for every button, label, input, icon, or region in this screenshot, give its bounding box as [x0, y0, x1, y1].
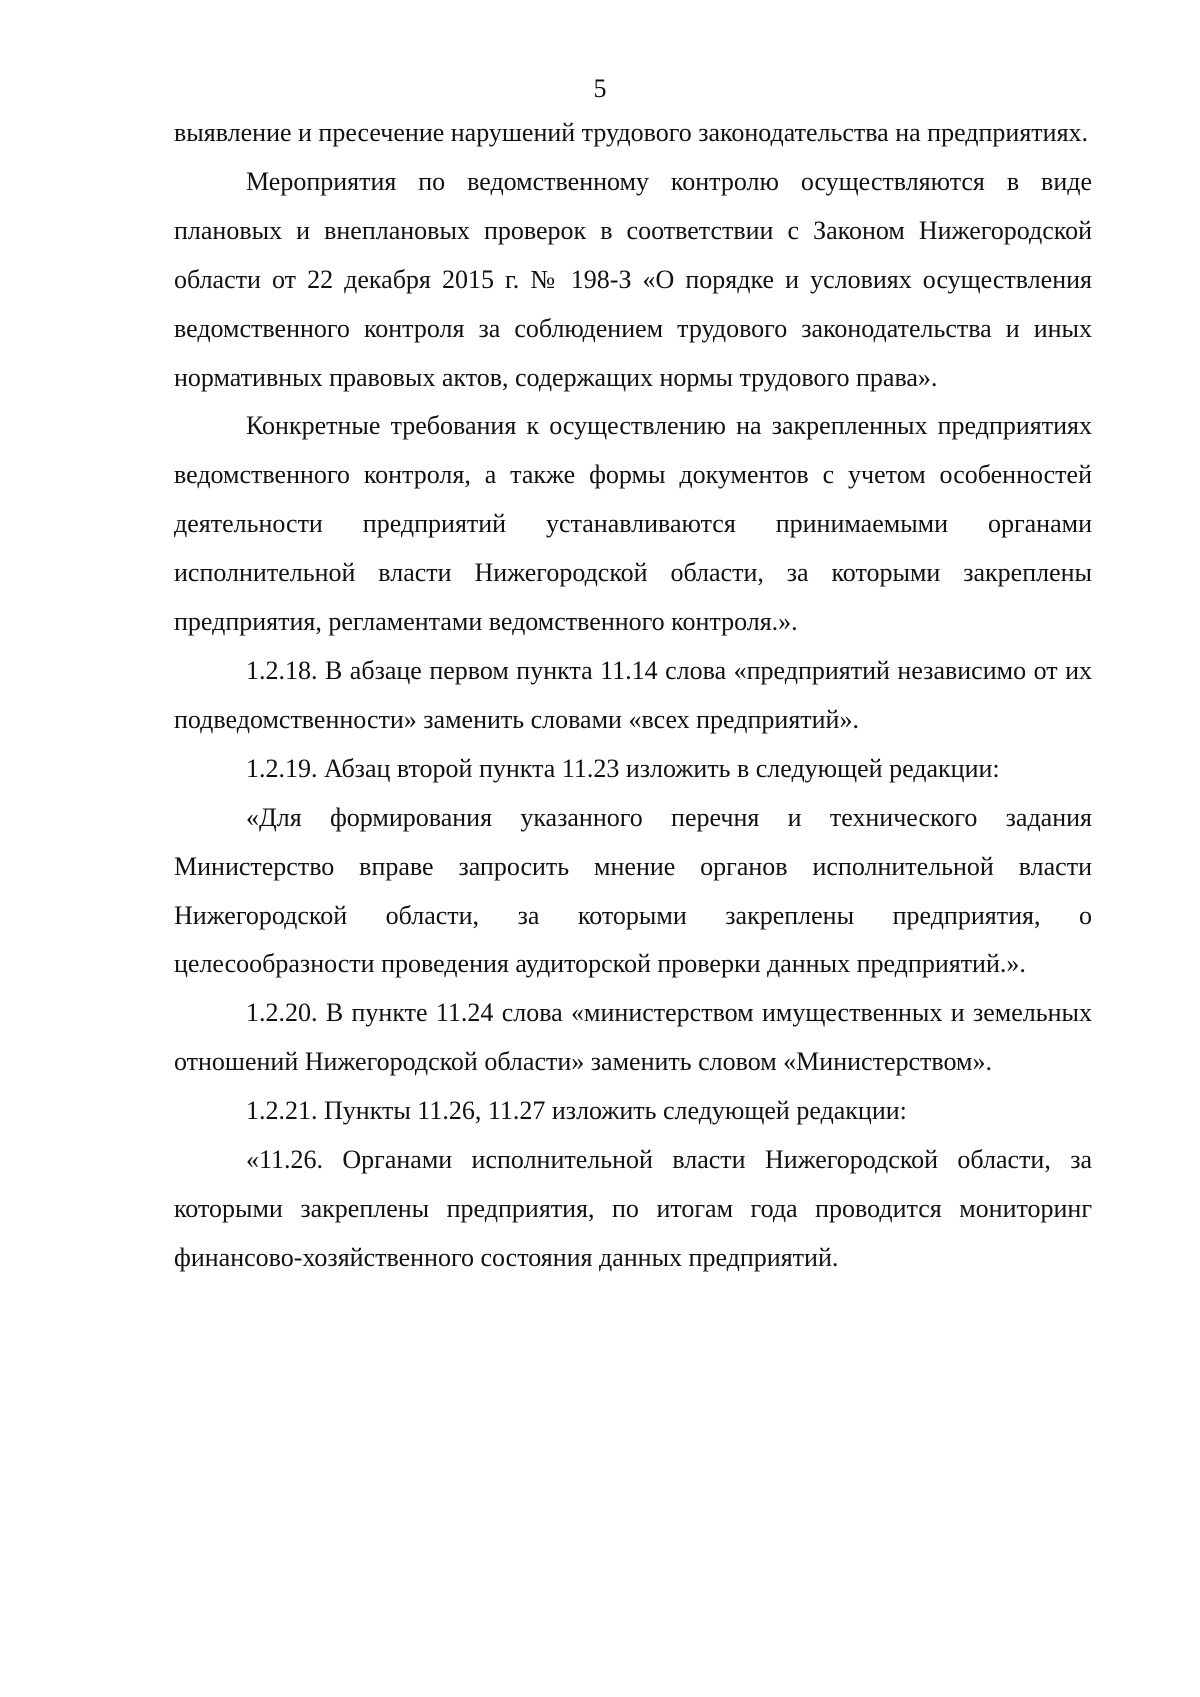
paragraph-control-requirements: Конкретные требования к осуществлению на закрепленных предприятиях ведомственного контроля, а также формы документов с учетом особенностей деятельности предприятий устанавливаются принимаемыми органами исполнительной власти Нижегородской области, за которыми закреплены предприятия, регламентами ведомственного контроля.».: [174, 411, 1092, 637]
paragraph-1-2-19: 1.2.19. Абзац второй пункта 11.23 изложить в следующей редакции:: [246, 753, 1000, 783]
document-body: [174, 109, 1092, 1283]
paragraph-1-2-20: 1.2.20. В пункте 11.24 слова «министерством имущественных и земельных отношений Нижегородской области» заменить словом «Министерством».: [174, 998, 1092, 1077]
page-number: 5: [593, 74, 607, 103]
paragraph-audit-list: «Для формирования указанного перечня и технического задания Министерство вправе запросить мнение органов исполнительной власти Нижегородской области, за которыми закреплены предприятия, о целесообразности проведения аудиторской проверки данных предприятий.».: [174, 802, 1092, 979]
paragraph-1-2-21: 1.2.21. Пункты 11.26, 11.27 изложить следующей редакции:: [246, 1096, 907, 1126]
paragraph-control-measures: Мероприятия по ведомственному контролю осуществляются в виде плановых и внеплановых проверок в соответствии с Законом Нижегородской области от 22 декабря 2015 г. № 198-З «О порядке и условиях осуществления ведомственного контроля за соблюдением трудового законодательства и иных нормативных правовых актов, содержащих нормы трудового права».: [174, 166, 1092, 392]
paragraph-violations: выявление и пресечение нарушений трудового законодательства на предприятиях.: [174, 118, 1089, 147]
paragraph-1-2-18: 1.2.18. В абзаце первом пункта 11.14 слова «предприятий независимо от их подведомственности» заменить словами «всех предприятий».: [174, 655, 1092, 734]
paragraph-11-26: «11.26. Органами исполнительной власти Нижегородской области, за которыми закреплены предприятия, по итогам года проводится мониторинг финансово-хозяйственного состояния данных предприятий.: [174, 1145, 1092, 1272]
